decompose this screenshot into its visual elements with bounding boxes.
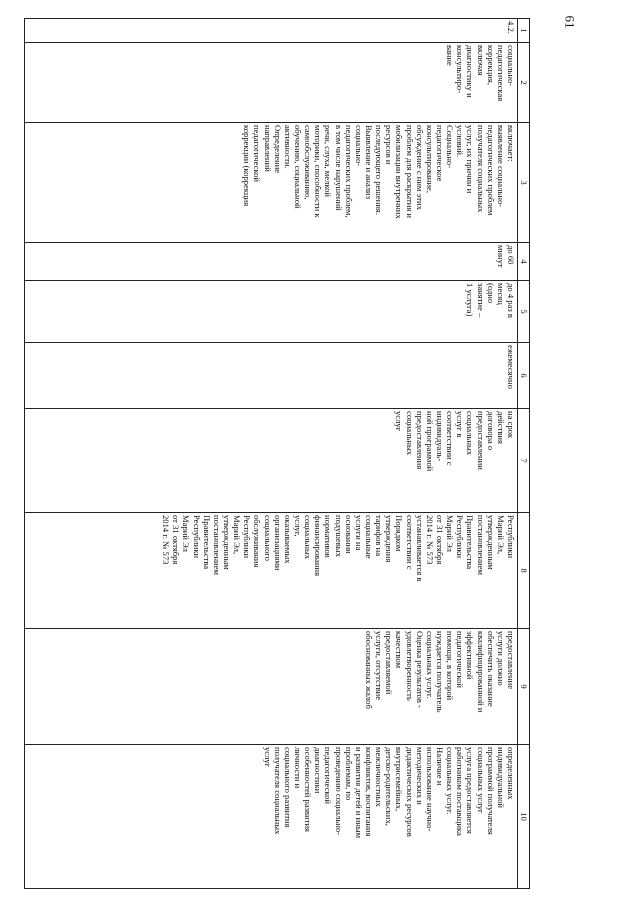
term-cell: [25, 409, 518, 513]
col-header-1: 1: [518, 19, 530, 43]
service-content-cell: [25, 123, 518, 243]
tariff-continuation: Республики Марий Эл, утвержденным постановлением Правительства Республики Марий Эл от 31 октября 2014 г. № 573: [424, 515, 516, 575]
quality-cell: [25, 629, 518, 745]
col-header-5: 5: [518, 281, 530, 343]
col-header-9: 9: [518, 629, 530, 745]
row-number: [25, 19, 518, 43]
duration-cell: [25, 243, 518, 281]
rotated-table-container: [20, 18, 530, 888]
col-header-7: 7: [518, 409, 530, 513]
col-header-3: 3: [518, 123, 530, 243]
page-number: 61: [562, 15, 578, 29]
conditions: услуга предоставляется работником поставщика социальных услуг. Наличие и использование научно- методических и дидактических ресурсов внутрисемейных, детско-родительских, межличностных конфликтов, воспитания и развития детей и иным проблемам, по проведению социально- педагогической диагностики особенностей развития личности и социального развития получателя социальных услуг: [262, 747, 476, 839]
quality-indicators: предоставление услуги должно обеспечить оказание квалифицированной и эффективной педагогической помощи, в которой нуждается получатель социальных услуг. Оценка результатов - удовлетворенность качеством предоставляемой услуги, отсутствие обоснованных жалоб: [364, 631, 516, 713]
period-cell: [25, 343, 518, 409]
col-header-2: 2: [518, 43, 530, 123]
conditions-cell: [25, 745, 518, 889]
conditions-continuation: определенных индивидуальной программой получателя социальных услуг: [475, 747, 516, 835]
period: ежемесячно: [506, 345, 516, 389]
term: на срок действия договора о предоставлении социальных услуг в соответствии с индивидуаль- ной программой предоставления социальных услуг: [394, 411, 516, 472]
col-header-6: 6: [518, 343, 530, 409]
frequency: до 4 раз в месяц (одно занятие – 1 услуга): [465, 283, 516, 318]
service-name: социально- педагогическая коррекция, включая диагностику и консультиро- вание: [445, 45, 516, 102]
tariff: устанавливается в соответствии с Порядком утверждения тарифов на социальные услуги на основании подушевых нормативов финансирования социальных услуг, оказываемых организациями социального обслуживания Республики Марий Эл, утвержденным постановлением Правительства Республики Марий Эл от 31 октября 2014 г. № 573: [161, 515, 425, 582]
service-name-cell: [25, 43, 518, 123]
column-number-row: [518, 19, 530, 889]
row-number-text: 4.2.: [506, 21, 516, 34]
frequency-cell: [25, 281, 518, 343]
col-header-8: 8: [518, 513, 530, 629]
col-header-10: 10: [518, 745, 530, 889]
duration: до 60 минут: [495, 245, 516, 268]
service-content: включает: выявление социально- педагогических проблем получателя социальных услуг, их причин и условий. Социально- педагогическое консультирование, обсуждение с ним этих проблем для раскрытия и мобилизации внутренних ресурсов и последующего решения. Выявление и анализ социально- педагогических проблем, в том числе нарушений речи, слуха, мелкой моторики, способности к самообслуживанию, обучению, социальной активности. Определение направлений педагогической коррекции (коррекция: [242, 125, 516, 219]
services-table: [24, 18, 530, 889]
table-row: [25, 19, 518, 889]
tariff-cell: [25, 513, 518, 629]
col-header-4: 4: [518, 243, 530, 281]
